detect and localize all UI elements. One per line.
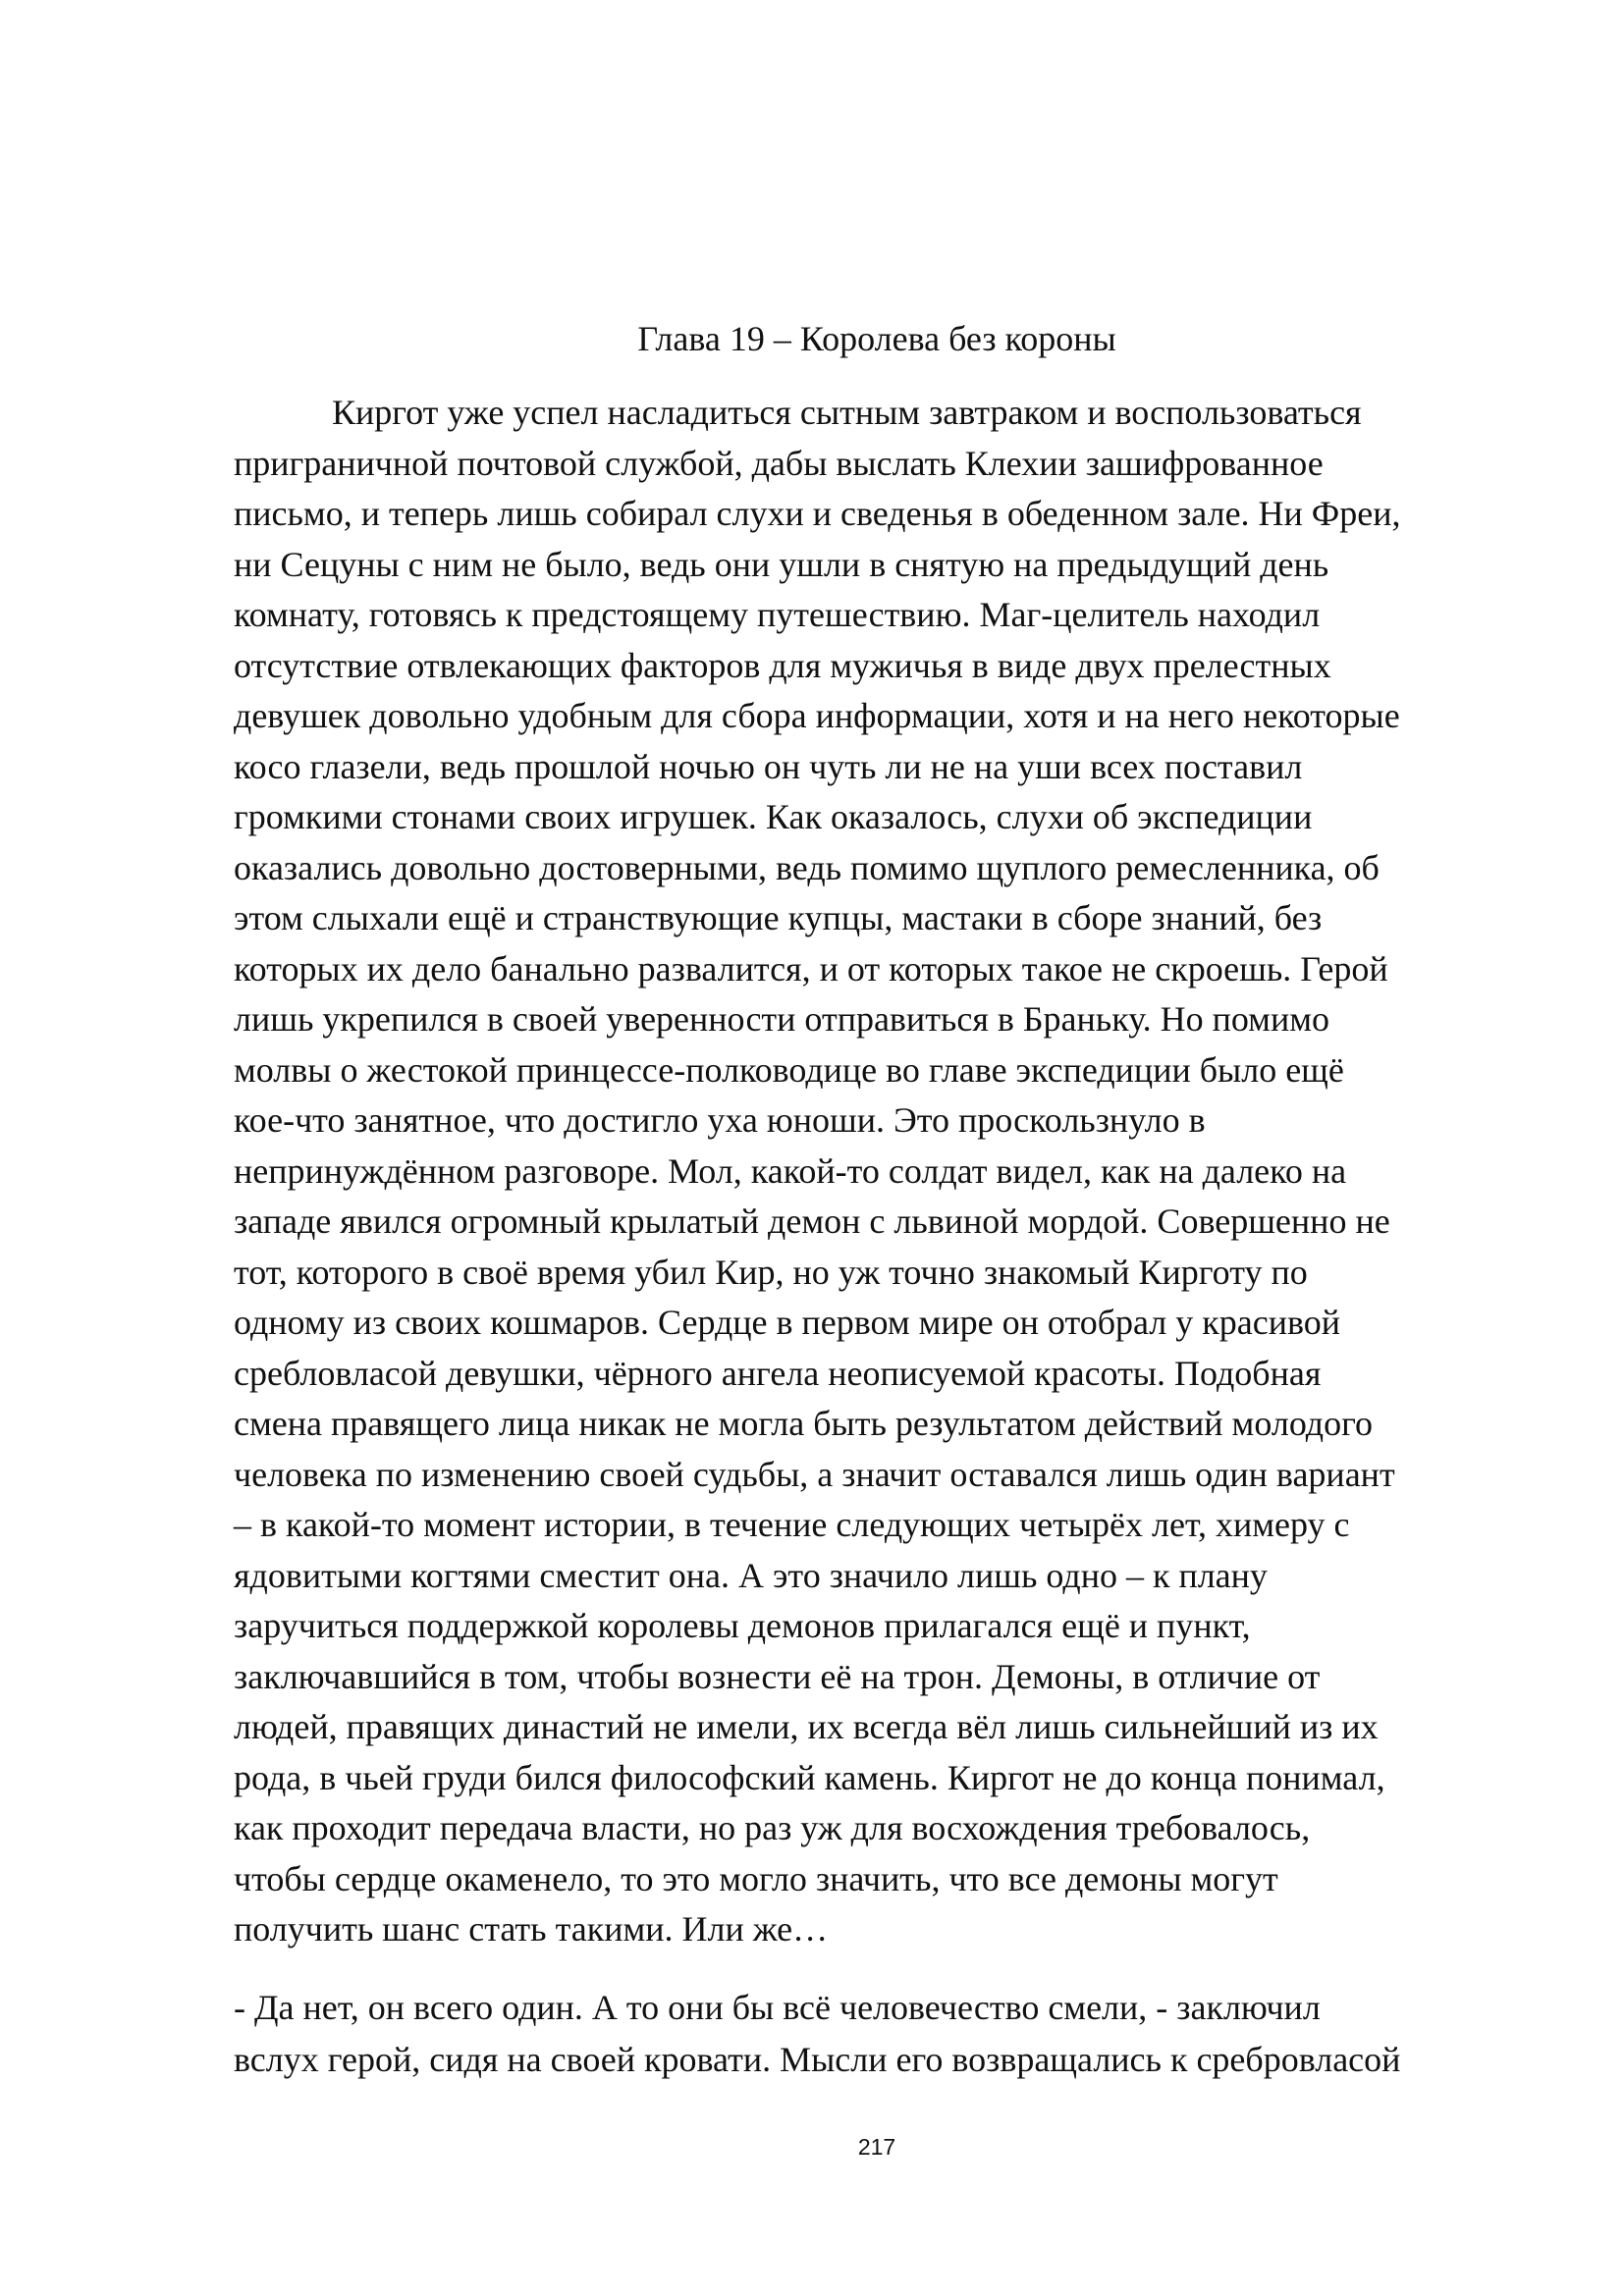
text-line: молвы о жестокой принцессе-полководице во главе экспедиции было ещё <box>234 1049 1344 1090</box>
text-line: ядовитыми когтями сместит она. А это значило лишь одно – к плану <box>234 1555 1268 1595</box>
chapter-title: Глава 19 – Королева без короны <box>637 319 1116 358</box>
text-line: которых их дело банально развалится, и от которых такое не скроешь. Герой <box>234 948 1388 988</box>
text-line: непринуждённом разговоре. Мол, какой-то солдат видел, как на далеко на <box>234 1150 1347 1191</box>
text-line: комнату, готовясь к предстоящему путешествию. Маг-целитель находил <box>234 595 1321 634</box>
text-line: вслух герой, сидя на своей кровати. Мысли его возвращались к сребровласой <box>234 2040 1401 2079</box>
text-line: сребловласой девушки, чёрного ангела неописуемой красоты. Подобная <box>234 1353 1322 1393</box>
text-line: заручиться поддержкой королевы демонов прилагался ещё и пункт, <box>234 1606 1251 1645</box>
text-line: приграничной почтовой службой, дабы выслать Клехии зашифрованное <box>234 443 1324 483</box>
text-line: как проходит передача власти, но раз уж для восхождения требовалось, <box>234 1808 1311 1847</box>
text-line: человека по изменению своей судьбы, а значит оставался лишь один вариант <box>234 1454 1395 1494</box>
text-line: девушек довольно удобным для сбора информации, хотя и на него некоторые <box>234 696 1400 735</box>
text-line: тот, которого в своё время убил Кир, но уж точно знакомый Кирготу по <box>234 1252 1308 1292</box>
text-line: громкими стонами своих игрушек. Как оказалось, слухи об экспедиции <box>234 797 1313 836</box>
text-line: косо глазели, ведь прошлой ночью он чуть ли не на уши всех поставил <box>234 746 1303 786</box>
text-line: рода, в чьей груди бился философский камень. Киргот не до конца понимал, <box>234 1757 1385 1797</box>
text-line: Киргот уже успел насладиться сытным завтраком и воспользоваться <box>332 393 1362 432</box>
text-line: получить шанс стать такими. Или же… <box>234 1909 829 1949</box>
text-line: лишь укрепился в своей уверенности отправиться в Браньку. Но помимо <box>234 999 1329 1039</box>
text-line: ни Сецуны с ним не было, ведь они ушли в снятую на предыдущий день <box>234 544 1329 584</box>
text-line: людей, правящих династий не имели, их всегда вёл лишь сильнейший из их <box>234 1707 1379 1746</box>
text-line: смена правящего лица никак не могла быть результатом действий молодого <box>234 1404 1373 1443</box>
text-line: отсутствие отвлекающих факторов для мужичья в виде двух прелестных <box>234 645 1331 685</box>
text-line: - Да нет, он всего один. А то они бы всё человечество смели, - заключил <box>234 1988 1321 2027</box>
text-line: оказались довольно достоверными, ведь помимо щуплого ремесленника, об <box>234 847 1380 887</box>
text-line: кое-что занятное, что достигло уха юноши. Это проскользнуло в <box>234 1100 1206 1140</box>
text-line: заключавшийся в том, чтобы вознести её на трон. Демоны, в отличие от <box>234 1656 1321 1696</box>
text-line: западе явился огромный крылатый демон с львиной мордой. Совершенно не <box>234 1201 1390 1241</box>
text-line: – в какой-то момент истории, в течение следующих четырёх лет, химеру с <box>234 1505 1350 1544</box>
text-line: одному из своих кошмаров. Сердце в первом мире он отобрал у красивой <box>234 1303 1341 1342</box>
text-line: чтобы сердце окаменело, то это могло значить, что все демоны могут <box>234 1858 1278 1898</box>
page-number: 217 <box>857 2134 896 2160</box>
text-line: этом слыхали ещё и странствующие купцы, мастаки в сборе знаний, без <box>234 898 1323 937</box>
text-line: письмо, и теперь лишь собирал слухи и сведенья в обеденном зале. Ни Фреи, <box>234 494 1401 533</box>
